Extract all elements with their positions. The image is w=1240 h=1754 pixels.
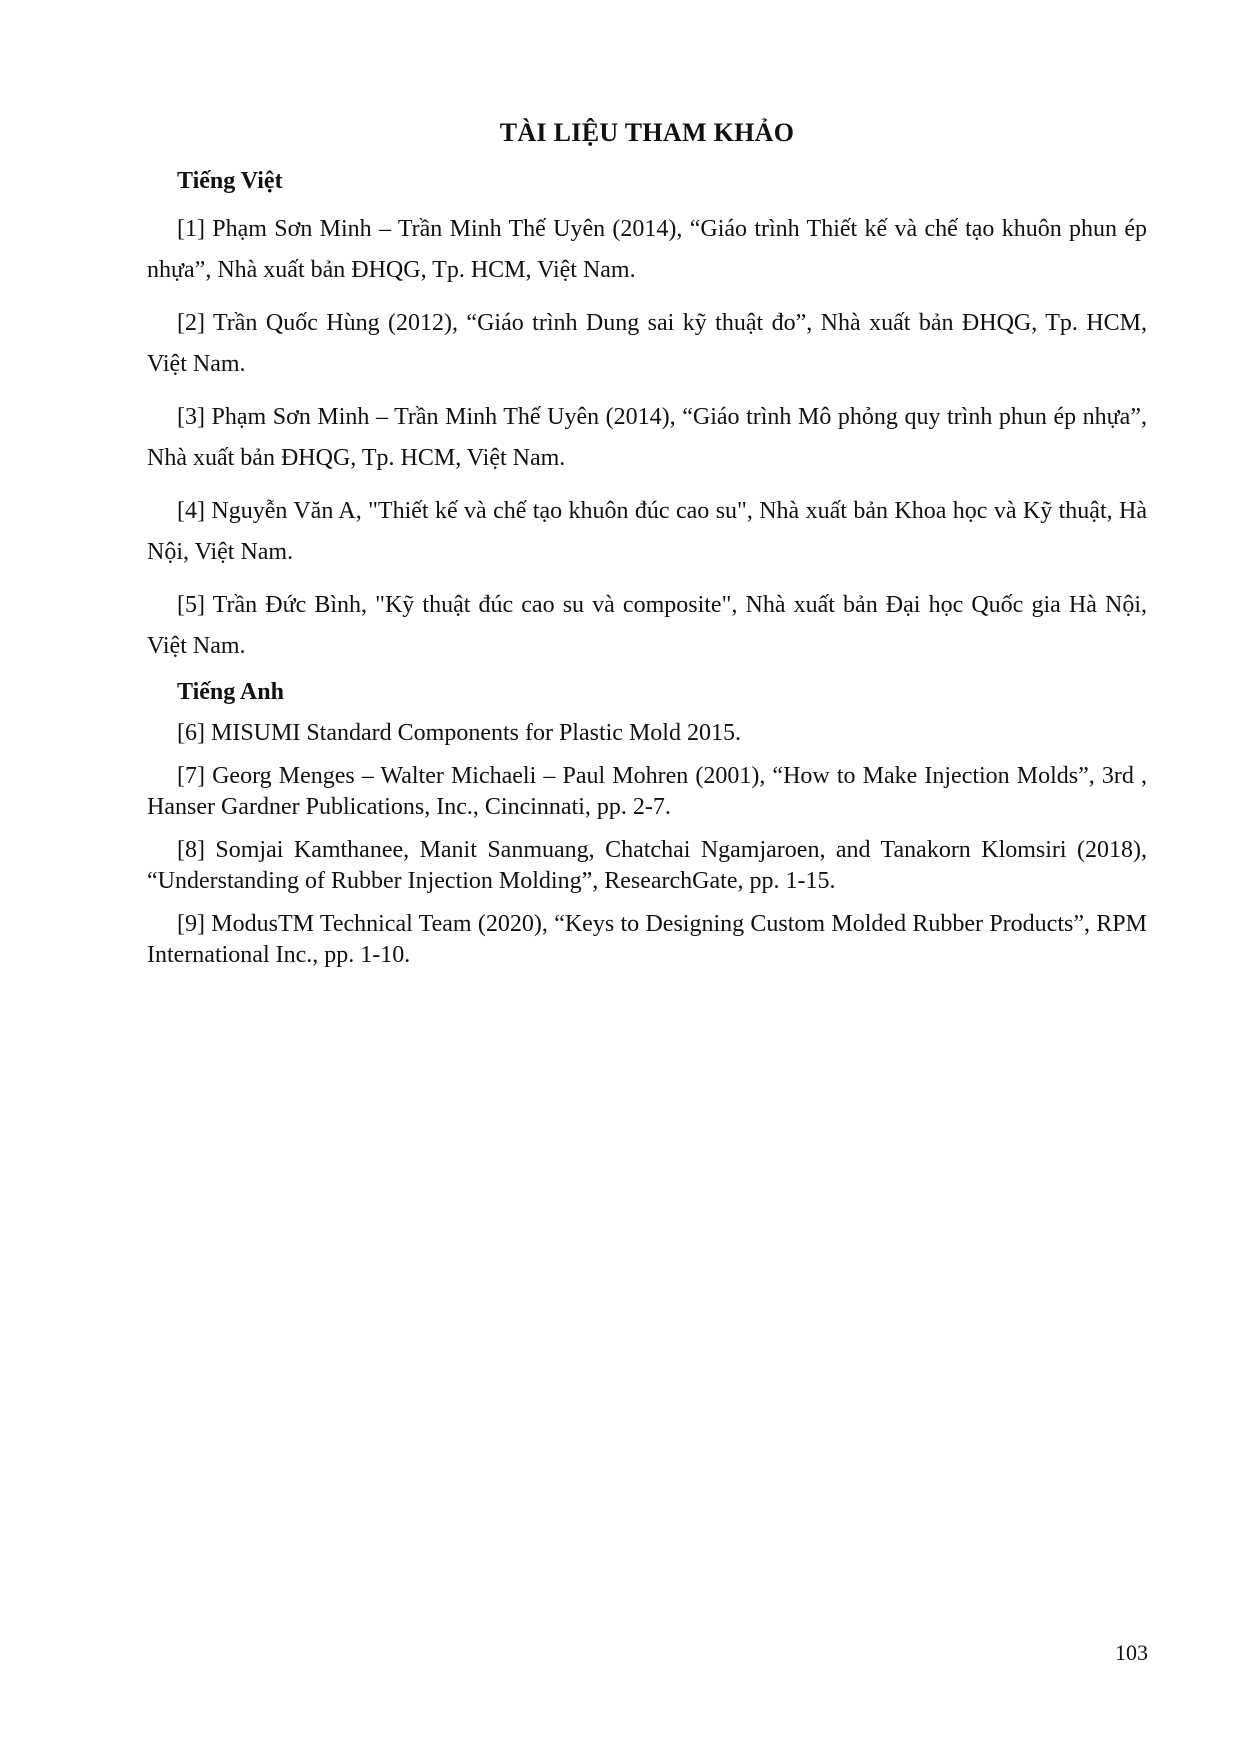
reference-item: [5] Trần Đức Bình, "Kỹ thuật đúc cao su và composite", Nhà xuất bản Đại học Quốc gia Hà Nội, Việt Nam. — [147, 592, 1147, 659]
section-heading-vietnamese: Tiếng Việt — [177, 168, 283, 194]
reference-item: [6] MISUMI Standard Components for Plastic Mold 2015. — [177, 720, 741, 746]
page-title: TÀI LIỆU THAM KHẢO — [499, 118, 795, 147]
reference-item: [1] Phạm Sơn Minh – Trần Minh Thế Uyên (2014), “Giáo trình Thiết kế và chế tạo khuôn phun ép nhựa”, Nhà xuất bản ĐHQG, Tp. HCM, Việt Nam. — [147, 216, 1147, 283]
reference-list-english — [147, 718, 1147, 971]
references-content — [147, 118, 1147, 983]
reference-item: [7] Georg Menges – Walter Michaeli – Paul Mohren (2001), “How to Make Injection Molds”, 3rd , Hanser Gardner Publications, Inc., Cincinnati, pp. 2-7. — [147, 763, 1147, 820]
reference-item: [4] Nguyễn Văn A, "Thiết kế và chế tạo khuôn đúc cao su", Nhà xuất bản Khoa học và Kỹ thuật, Hà Nội, Việt Nam. — [147, 498, 1147, 565]
section-heading-english: Tiếng Anh — [177, 679, 284, 705]
reference-item: [9] ModusTM Technical Team (2020), “Keys to Designing Custom Molded Rubber Products”, RPM International Inc., pp. 1-10. — [147, 911, 1147, 968]
reference-item: [2] Trần Quốc Hùng (2012), “Giáo trình Dung sai kỹ thuật đo”, Nhà xuất bản ĐHQG, Tp. HCM, Việt Nam. — [147, 310, 1147, 377]
reference-list-vietnamese — [147, 209, 1147, 667]
reference-item: [8] Somjai Kamthanee, Manit Sanmuang, Chatchai Ngamjaroen, and Tanakorn Klomsiri (2018), “Understanding of Rubber Injection Molding”, ResearchGate, pp. 1-15. — [147, 837, 1147, 894]
page-number: 103 — [1115, 1640, 1148, 1665]
reference-item: [3] Phạm Sơn Minh – Trần Minh Thế Uyên (2014), “Giáo trình Mô phỏng quy trình phun ép nhựa”, Nhà xuất bản ĐHQG, Tp. HCM, Việt Nam. — [147, 404, 1147, 471]
